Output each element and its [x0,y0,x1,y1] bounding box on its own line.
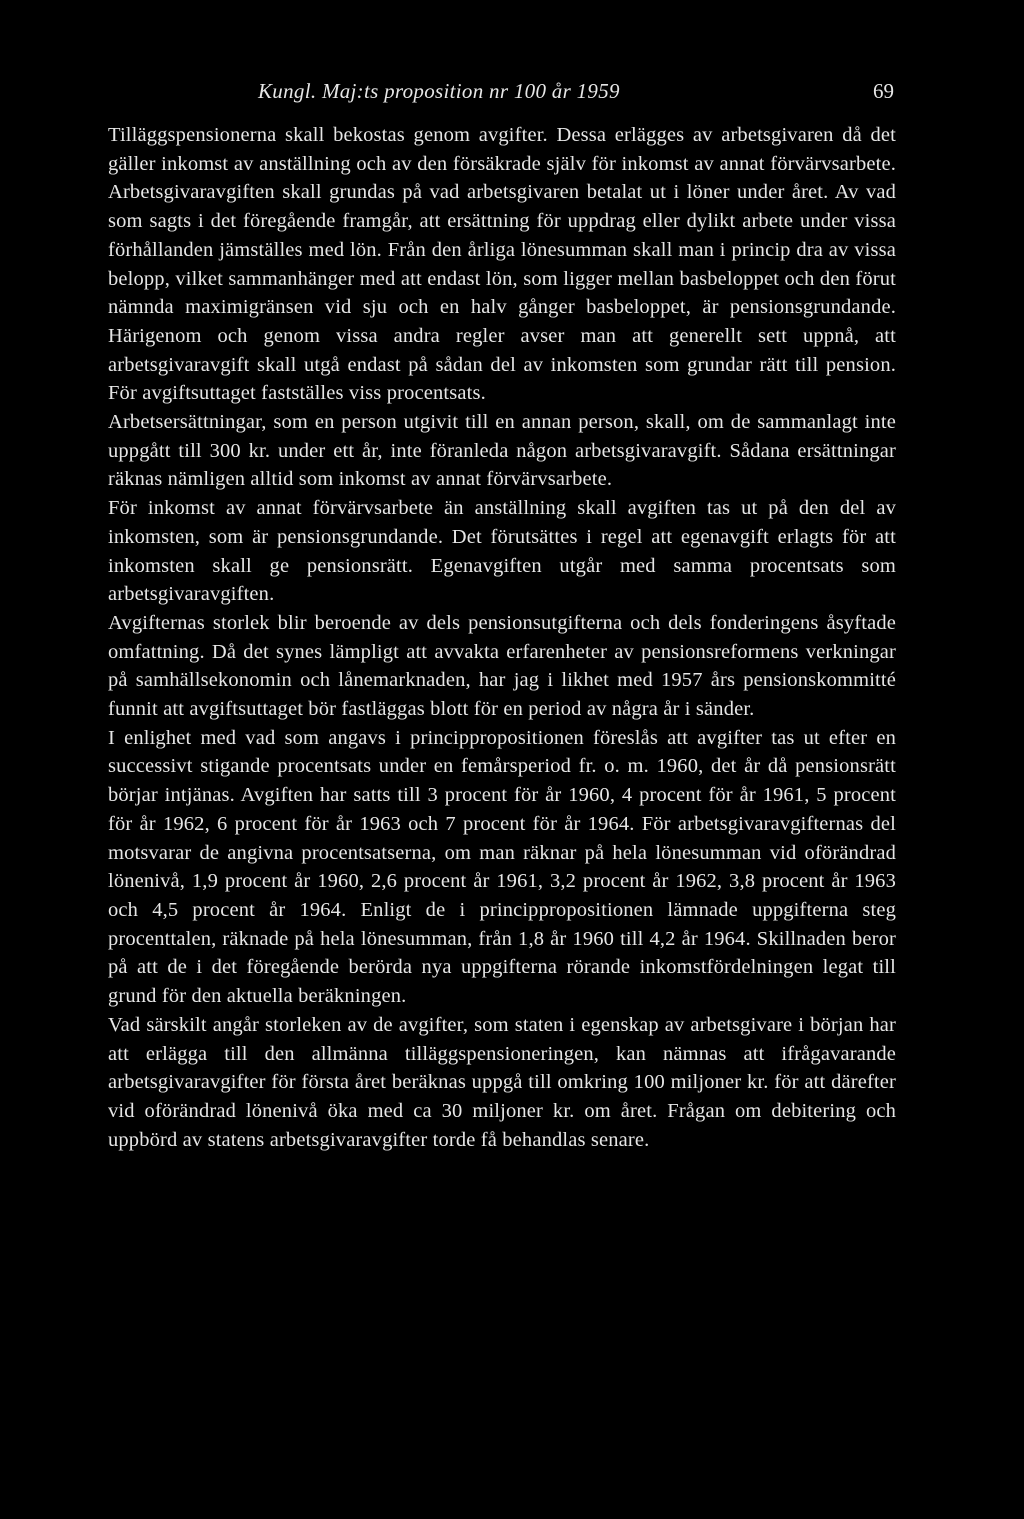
header-title: Kungl. Maj:ts proposition nr 100 år 1959 [258,79,620,103]
document-page [108,0,896,1519]
page-number: 69 [873,79,894,103]
paragraph: Arbetsersättningar, som en person utgivit till en annan person, skall, om de sammanlagt inte uppgått till 300 kr. under ett år, inte föranleda någon arbetsgivaravgift. Sådana ersättningar räknas nämligen alltid som inkomst av annat förvärvsarbete. [108,411,896,491]
running-header [108,76,896,106]
body-text [108,121,896,1154]
paragraph: Vad särskilt angår storleken av de avgifter, som staten i egenskap av arbetsgivare i början har att erlägga till den allmänna tilläggspensioneringen, kan nämnas att ifrågavarande arbetsgivaravgifter för första året beräknas uppgå till omkring 100 miljoner kr. för att därefter vid oförändrad lönenivå öka med ca 30 miljoner kr. om året. Frågan om debitering och uppbörd av statens arbetsgivaravgifter torde få behandlas senare. [108,1013,896,1151]
paragraph: Tilläggspensionerna skall bekostas genom avgifter. Dessa erlägges av arbetsgivaren då det gäller inkomst av anställning och av den försäkrade själv för inkomst av annat förvärvsarbete. Arbetsgivaravgiften skall grundas på vad arbetsgivaren betalat ut i löner under året. Av vad som sagts i det föregående framgår, att ersättning för uppdrag eller dylikt arbete under vissa förhållanden jämställes med lön. Från den årliga lönesumman skall man i princip dra av vissa belopp, vilket sammanhänger med att endast lön, som ligger mellan basbeloppet och den förut nämnda maximigränsen vid sju och en halv gånger basbeloppet, är pensionsgrundande. Härigenom och genom vissa andra regler avser man att generellt sett uppnå, att arbetsgivaravgift skall utgå endast på sådan del av inkomsten som grundar rätt till pension. För avgiftsuttaget fastställes viss procentsats. [108,124,896,405]
paragraph: Avgifternas storlek blir beroende av dels pensionsutgifterna och dels fonderingens åsyftade omfattning. Då det synes lämpligt att avvakta erfarenheter av pensionsreformens verkningar på samhällsekonomin och lånemarknaden, har jag i likhet med 1957 års pensionskommitté funnit att avgiftsuttaget bör fastläggas blott för en period av några år i sänder. [108,611,896,721]
paragraph: I enlighet med vad som angavs i princippropositionen föreslås att avgifter tas ut efter en successivt stigande procentsats under en femårsperiod fr. o. m. 1960, det år då pensionsrätt börjar intjänas. Avgiften har satts till 3 procent för år 1960, 4 procent för år 1961, 5 procent för år 1962, 6 procent för år 1963 och 7 procent för år 1964. För arbetsgivaravgifternas del motsvarar de angivna procentsatserna, om man räknar på hela lönesumman vid oförändrad lönenivå, 1,9 procent år 1960, 2,6 procent år 1961, 3,2 procent år 1962, 3,8 procent år 1963 och 4,5 procent år 1964. Enligt de i princippropositionen lämnade uppgifterna steg procenttalen, räknade på hela lönesumman, från 1,8 år 1960 till 4,2 år 1964. Skillnaden beror på att de i det föregående berörda nya uppgifterna rörande inkomstfördelningen legat till grund för den aktuella beräkningen. [108,726,896,1008]
paragraph: För inkomst av annat förvärvsarbete än anställning skall avgiften tas ut på den del av inkomsten, som är pensionsgrundande. Det förutsättes i regel att egenavgift erlagts för att inkomsten skall ge pensionsrätt. Egenavgiften utgår med samma procentsats som arbetsgivaravgiften. [108,497,896,606]
